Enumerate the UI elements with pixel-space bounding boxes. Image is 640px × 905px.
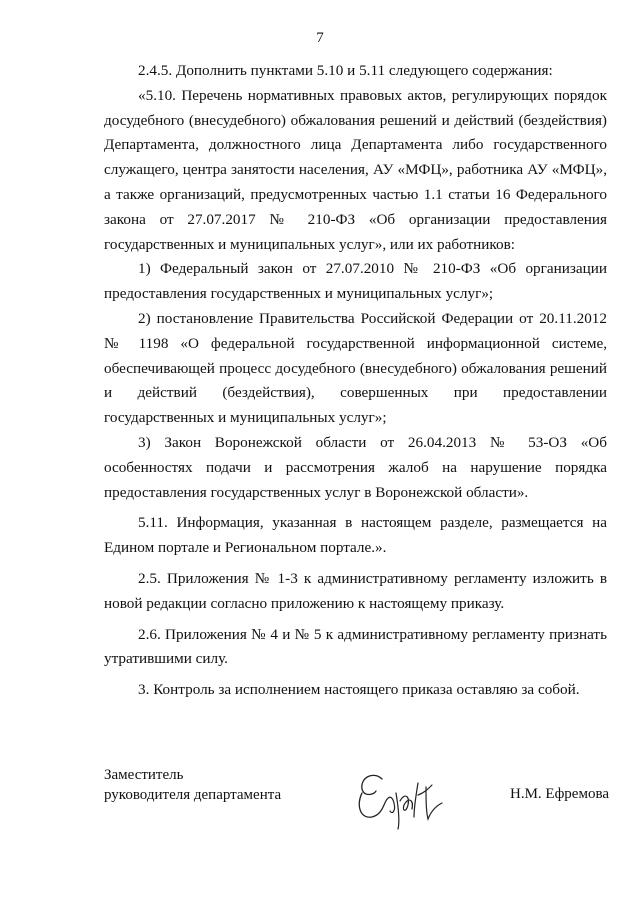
list-item-federal-law: 1) Федеральный закон от 27.07.2010 № 210-ФЗ «Об организации предоставления государственных и муниципальных услуг»; xyxy=(104,260,607,303)
paragraph-5-10: «5.10. Перечень нормативных правовых актов, регулирующих порядок досудебного (внесудебного) обжалования решений и действий (бездействия) Департамента, должностного лица Департамента либо государственного служащего, центра занятости населения, АУ «МФЦ», работника АУ «МФЦ», а также организаций, предусмотренных частью 1.1 статьи 16 Федерального закона от 27.07.2017 № 210-ФЗ «Об организации предоставления государственных и муниципальных услуг», или их работников: xyxy=(104,86,607,253)
list-item-regional-law: 3) Закон Воронежской области от 26.04.2013 № 53-ОЗ «Об особенностях подачи и рассмотрения жалоб на нарушение порядка предоставления государственных услуг в Воронежской области». xyxy=(104,433,607,501)
page-number: 7 xyxy=(316,30,324,46)
list-item-government-resolution: 2) постановление Правительства Российской Федерации от 20.11.2012 № 1198 «О федеральной государственной информационной системе, обеспечивающей процесс досудебного (внесудебного) обжалования решений и действий (бездействия), совершенных при предоставлении государственных и муниципальных услуг»; xyxy=(104,309,607,427)
document-body xyxy=(104,59,607,703)
signatory-name: Н.М. Ефремова xyxy=(510,786,609,802)
paragraph-3: 3. Контроль за исполнением настоящего приказа оставляю за собой. xyxy=(138,681,580,699)
paragraph-2-5: 2.5. Приложения № 1-3 к административному регламенту изложить в новой редакции согласно приложению к настоящему приказу. xyxy=(104,569,607,612)
handwritten-signature xyxy=(352,765,452,831)
paragraph-2-4-5: 2.4.5. Дополнить пунктами 5.10 и 5.11 следующего содержания: xyxy=(138,62,553,79)
paragraph-2-6: 2.6. Приложения № 4 и № 5 к административному регламенту признать утратившими силу. xyxy=(104,625,607,668)
signatory-title-line1: Заместитель xyxy=(104,767,184,783)
signatory-title-line2: руководителя департамента xyxy=(104,787,282,803)
paragraph-5-11: 5.11. Информация, указанная в настоящем разделе, размещается на Едином портале и Региональном портале.». xyxy=(104,514,607,557)
signatory-title xyxy=(104,765,281,805)
